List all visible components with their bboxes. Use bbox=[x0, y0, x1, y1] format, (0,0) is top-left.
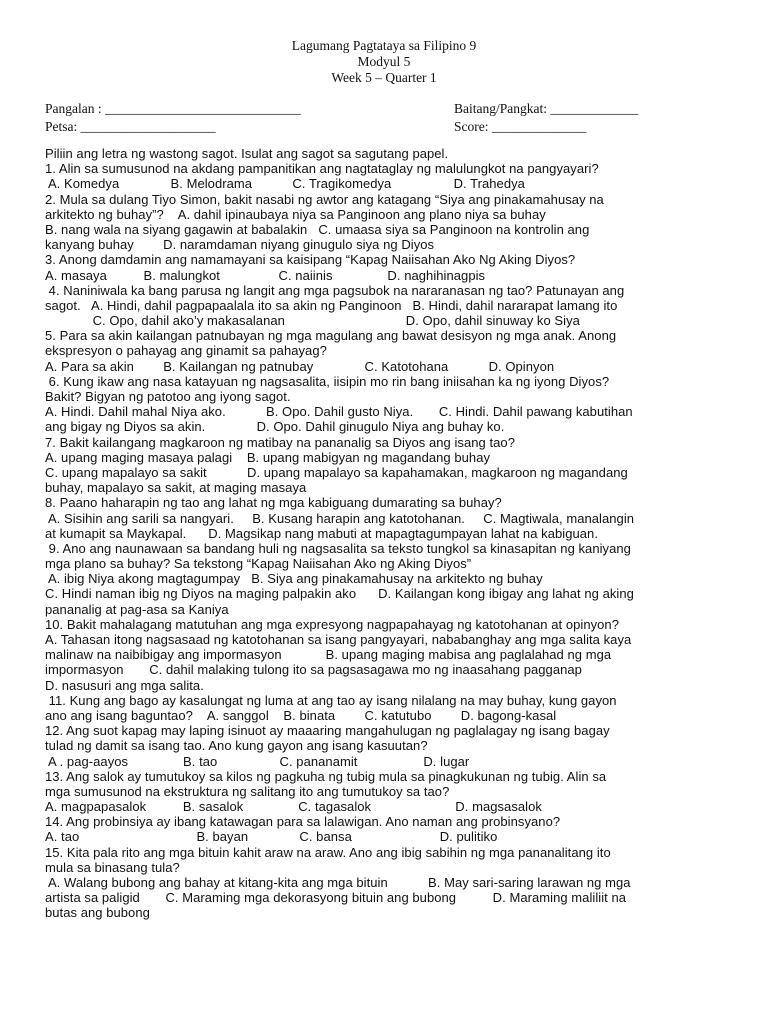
week-quarter-label: Week 5 – Quarter 1 bbox=[331, 70, 437, 85]
question-text-line: 10. Bakit mahalagang matutuhan ang mga expresyong nagpapahayag ng katotohanan at opinyon? bbox=[45, 616, 619, 632]
question-text-line: butas ang bubong bbox=[45, 905, 150, 921]
question-text-line: A. Sisihin ang sarili sa nangyari. B. Kusang harapin ang katotohanan. C. Magtiwala, manalangin bbox=[45, 510, 635, 526]
question-text-line: 8. Paano haharapin ng tao ang lahat ng mga kabiguang dumarating sa buhay? bbox=[45, 495, 502, 511]
question-text-line: 7. Bakit kailangang magkaroon ng matibay na pananalig sa Diyos ang isang tao? bbox=[45, 434, 515, 450]
questions-body bbox=[45, 146, 725, 921]
question-text-line: C. upang mapalayo sa sakit D. upang mapalayo sa kapahamakan, magkaroon ng magandang bbox=[45, 464, 628, 480]
question-text-line: A. Tahasan itong nagsasaad ng katotohanan sa isang pangyayari, nababanghay ang mga salita kaya bbox=[45, 632, 632, 647]
question-text-line: pananalig at pag-asa sa Kaniya bbox=[45, 601, 229, 617]
question-text-line: C. Hindi naman ibig ng Diyos na maging palpakin ako D. Kailangan kong ibigay ang lahat ng aking bbox=[45, 586, 634, 602]
question-text-line: 2. Mula sa dulang Tiyo Simon, bakit nasabi ng awtor ang katagang “Siya ang pinakamahusay na bbox=[45, 191, 604, 207]
question-text-line: 6. Kung ikaw ang nasa katayuan ng nagsasalita, iisipin mo rin bang iniisahan ka ng iyong Diyos? bbox=[45, 373, 610, 389]
question-text-line: 4. Naniniwala ka bang parusa ng langit ang mga pagsubok na nararanasan ng tao? Patunayan ang bbox=[45, 282, 625, 298]
question-text-line: B. nang wala na siyang gagawin at babalakin C. umaasa siya sa Panginoon na kontrolin ang bbox=[45, 221, 590, 237]
question-text-line: sagot. A. Hindi, dahil pagpapaalala ito sa akin ng Panginoon B. Hindi, dahil nararapat lamang ito bbox=[45, 297, 618, 313]
question-text-line: D. nasusuri ang mga salita. bbox=[45, 677, 204, 693]
question-text-line: 1. Alin sa sumusunod na akdang pampanitikan ang nagtataglay ng malulungkot na pangyayari? bbox=[45, 161, 599, 177]
question-text-line: mga sumusunod na ekstruktura ng salitang ito ang tumutukoy sa tao? bbox=[45, 783, 450, 799]
worksheet-header bbox=[0, 38, 768, 86]
question-text-line: malinaw na naibibigay ang impormasyon B. upang maging mabisa ang paglalahad ng mga bbox=[45, 647, 612, 663]
question-text-line: ano ang isang baguntao? A. sanggol B. binata C. katutubo D. bagong-kasal bbox=[45, 707, 557, 723]
question-text-line: A . pag-aayos B. tao C. pananamit D. lugar bbox=[45, 753, 470, 769]
question-text-line: 11. Kung ang bago ay kasalungat ng luma at ang tao ay isang nilalang na may buhay, kung gayon bbox=[45, 692, 617, 708]
question-text-line: A. Para sa akin B. Kailangan ng patnubay C. Katotohana D. Opinyon bbox=[45, 358, 555, 374]
question-text-line: impormasyon C. dahil malaking tulong ito sa pagsasagawa mo ng inaasahang pagganap bbox=[45, 662, 582, 678]
question-text-line: buhay, mapalayo sa sakit, at maging masaya bbox=[45, 480, 307, 496]
question-text-line: artista sa paligid C. Maraming mga dekorasyong bituin ang bubong D. Maraming maliliit na bbox=[45, 890, 627, 906]
question-text-line: 15. Kita pala rito ang mga bituin kahit araw na araw. Ano ang ibig sabihin ng mga pananalitang ito bbox=[45, 844, 611, 860]
module-label: Modyul 5 bbox=[357, 54, 411, 69]
question-text-line: 12. Ang suot kapag may laping isinuot ay maaaring mangahulugan ng paglalagay ng isang bagay bbox=[45, 723, 610, 739]
question-text-line: A. Walang bubong ang bahay at kitang-kita ang mga bituin B. May sari-saring larawan ng mga bbox=[45, 875, 631, 890]
question-text-line: 5. Para sa akin kailangan patnubayan ng mga magulang ang bawat desisyon ng mga anak. Anong bbox=[45, 328, 617, 344]
question-text-line: ang bigay ng Diyos sa akin. D. Opo. Dahil ginugulo Niya ang buhay ko. bbox=[45, 419, 505, 435]
question-text-line: 13. Ang salok ay tumutukoy sa kilos ng pagkuha ng tubig mula sa pinagkukunan ng tubig. Alin sa bbox=[45, 768, 607, 784]
question-text-line: C. Opo, dahil ako’y makasalanan D. Opo, dahil sinuway ko Siya bbox=[45, 313, 580, 329]
question-text-line: arkitekto ng buhay”? A. dahil ipinaubaya niya sa Panginoon ang plano niya sa buhay bbox=[45, 206, 546, 222]
question-text-line: at kumapit sa Maykapal. D. Magsikap nang mabuti at mapagtagumpayan lahat na kabiguan. bbox=[45, 525, 598, 541]
question-text-line: 14. Ang probinsiya ay ibang katawagan para sa lalawigan. Ano naman ang probinsyano? bbox=[45, 814, 561, 830]
worksheet-title: Lagumang Pagtataya sa Filipino 9 bbox=[291, 38, 477, 53]
question-text-line: A. masaya B. malungkot C. naiinis D. naghihinagpis bbox=[45, 267, 486, 283]
question-text-line: tulad ng damit sa isang tao. Ano kung gayon ang isang kasuutan? bbox=[45, 738, 428, 754]
question-text-line: kanyang buhay D. naramdaman niyang ginugulo siya ng Diyos bbox=[45, 237, 435, 253]
grade-section-field: Baitang/Pangkat: _____________ bbox=[454, 101, 639, 116]
question-text-line: mula sa binasang tula? bbox=[45, 859, 180, 875]
question-text-line: 9. Ano ang naunawaan sa bandang huli ng nagsasalita sa teksto tungkol sa kinasapitan ng kaniyang bbox=[45, 540, 631, 556]
question-text-line: A. Komedya B. Melodrama C. Tragikomedya D. Trahedya bbox=[45, 176, 525, 192]
instructions-line: Piliin ang letra ng wastong sagot. Isulat ang sagot sa sagutang papel. bbox=[45, 146, 449, 161]
date-field: Petsa: ____________________ bbox=[45, 119, 216, 134]
name-field: Pangalan : _____________________________ bbox=[45, 101, 301, 116]
question-text-line: 3. Anong damdamin ang namamayani sa kaisipang “Kapag Naiisahan Ako Ng Aking Diyos? bbox=[45, 252, 576, 268]
question-text-line: ekspresyon o pahayag ang ginamit sa pahayag? bbox=[45, 343, 327, 359]
question-text-line: Bakit? Bigyan ng patotoo ang iyong sagot. bbox=[45, 389, 291, 404]
question-text-line: A. ibig Niya akong magtagumpay B. Siya ang pinakamahusay na arkitekto ng buhay bbox=[45, 571, 543, 587]
score-field: Score: ______________ bbox=[454, 119, 587, 134]
student-info bbox=[45, 100, 725, 136]
question-text-line: A. Hindi. Dahil mahal Niya ako. B. Opo. Dahil gusto Niya. C. Hindi. Dahil pawang kabutihan bbox=[45, 404, 633, 420]
question-text-line: A. tao B. bayan C. bansa D. pulitiko bbox=[45, 829, 498, 845]
question-text-line: A. upang maging masaya palagi B. upang mabigyan ng magandang buhay bbox=[45, 449, 491, 465]
question-text-line: mga plano sa buhay? Sa tekstong “Kapag Naiisahan Ako ng Aking Diyos” bbox=[45, 556, 472, 572]
question-text-line: A. magpapasalok B. sasalok C. tagasalok D. magsasalok bbox=[45, 799, 542, 815]
